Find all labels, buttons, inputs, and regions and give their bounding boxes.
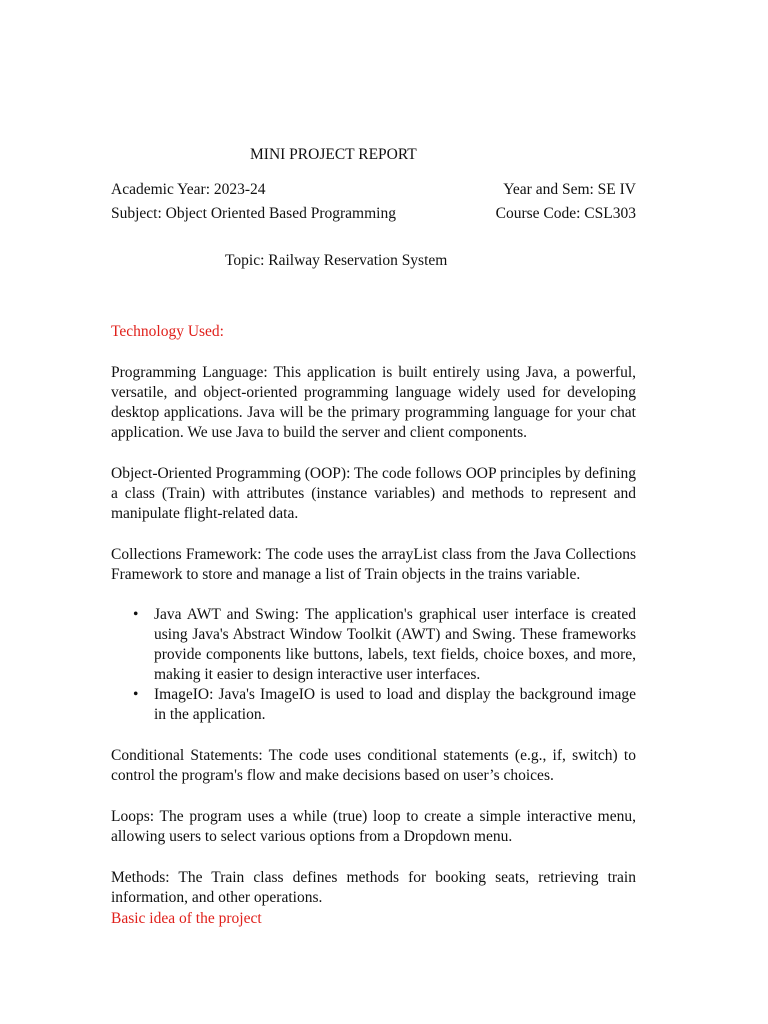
technology-bullet-list <box>111 605 636 725</box>
bullet-icon: • <box>133 686 139 703</box>
list-item <box>111 685 636 725</box>
course-code: Course Code: CSL303 <box>495 205 636 222</box>
programming-language-text: Programming Language: This application is built entirely using Java, a powerful, versatile, and object-oriented programming language widely used for developing desktop applications. Java will be the primary programming language for your chat application. We use Java to build the server and client components. <box>111 364 636 441</box>
conditional-paragraph <box>111 746 636 786</box>
programming-language-paragraph <box>111 363 636 443</box>
methods-text: Methods: The Train class defines methods for booking seats, retrieving train information, and other operations. <box>111 869 636 906</box>
academic-year: Academic Year: 2023-24 <box>111 181 266 198</box>
bullet-text: ImageIO: Java's ImageIO is used to load and display the background image in the application. <box>154 686 636 723</box>
bullet-text: Java AWT and Swing: The application's graphical user interface is created using Java's Abstract Window Toolkit (AWT) and Swing. These frameworks provide components like buttons, labels, text fields, choice boxes, and more, making it easier to design interactive user interfaces. <box>154 606 636 683</box>
oop-text: Object-Oriented Programming (OOP): The code follows OOP principles by defining a class (Train) with attributes (instance variables) and methods to represent and manipulate flight-related data. <box>111 465 636 522</box>
conditional-text: Conditional Statements: The code uses conditional statements (e.g., if, switch) to control the program's flow and make decisions based on user’s choices. <box>111 747 636 784</box>
loops-text: Loops: The program uses a while (true) loop to create a simple interactive menu, allowing users to select various options from a Dropdown menu. <box>111 808 636 845</box>
technology-used-heading: Technology Used: <box>111 323 224 340</box>
topic: Topic: Railway Reservation System <box>225 252 448 269</box>
report-title: MINI PROJECT REPORT <box>250 146 417 163</box>
methods-paragraph <box>111 868 636 908</box>
collections-paragraph <box>111 545 636 585</box>
list-item <box>111 605 636 685</box>
loops-paragraph <box>111 807 636 847</box>
subject: Subject: Object Oriented Based Programming <box>111 205 396 222</box>
oop-paragraph <box>111 464 636 524</box>
bullet-icon: • <box>133 606 139 623</box>
collections-text: Collections Framework: The code uses the arrayList class from the Java Collections Framework to store and manage a list of Train objects in the trains variable. <box>111 546 636 583</box>
year-and-sem: Year and Sem: SE IV <box>503 181 636 198</box>
basic-idea-heading: Basic idea of the project <box>111 910 262 927</box>
